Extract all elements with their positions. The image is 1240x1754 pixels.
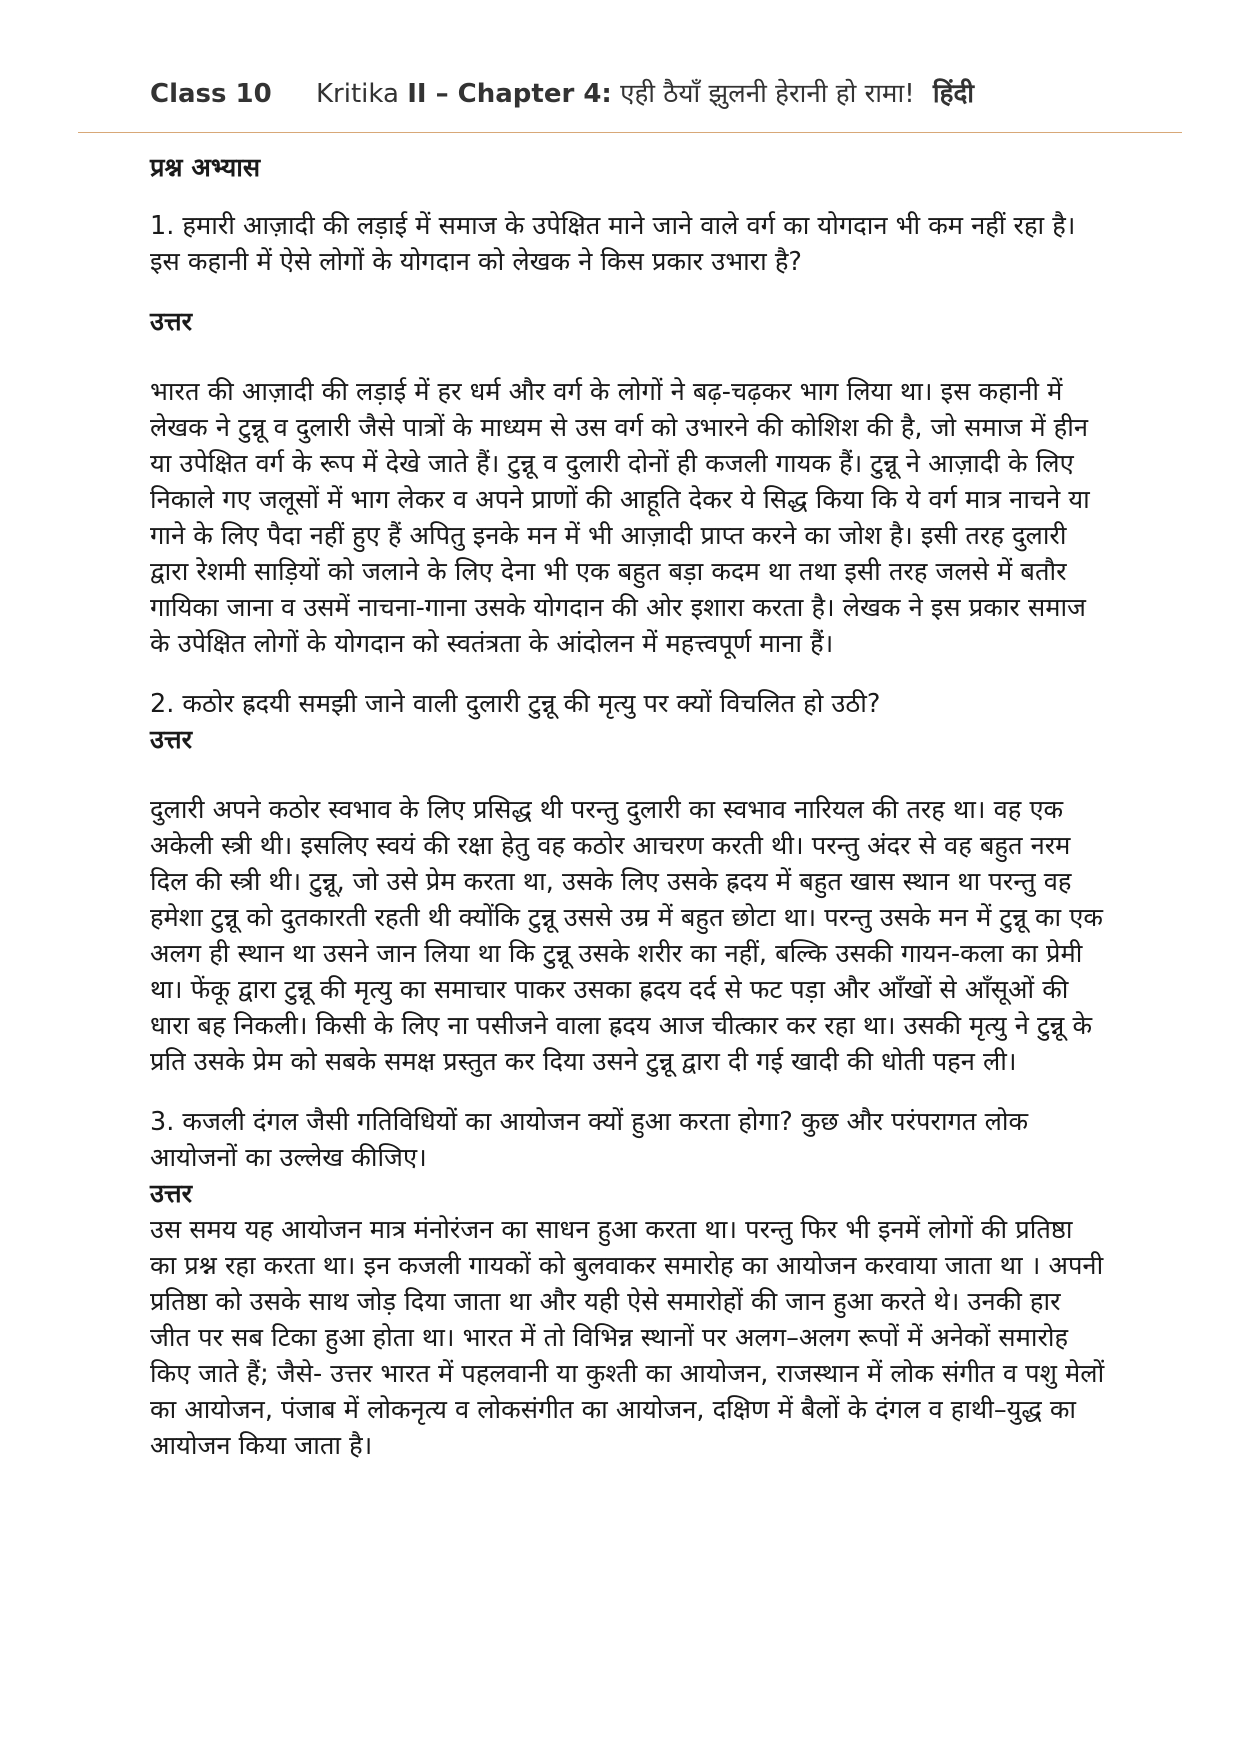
question-3: 3. कजली दंगल जैसी गतिविधियों का आयोजन क्यों हुआ करता होगा? कुछ और परंपरागत लोक आयोजनों का उल्लेख कीजिए। [150,1107,1029,1173]
book-name: Kritika [316,79,399,109]
page-header [150,74,1170,110]
answer-label-2: उत्तर [150,725,193,755]
question-1: 1. हमारी आज़ादी की लड़ाई में समाज के उपेक्षित माने जाने वाले वर्ग का योगदान भी कम नहीं रहा है। इस कहानी में ऐसे लोगों के योगदान को लेखक ने किस प्रकार उभारा है? [150,211,1076,277]
class-label: Class 10 [150,79,272,109]
chapter-number: II – Chapter 4: [407,79,612,109]
chapter-title: एही ठैयाँ झुलनी हेरानी हो रामा! [620,79,915,109]
subject-label: हिंदी [932,79,974,109]
page-content [150,150,1105,1464]
answer-label-3: उत्तर [150,1179,193,1209]
header-divider [78,132,1182,133]
question-2: 2. कठोर ह्रदयी समझी जाने वाली दुलारी टुन्नू की मृत्यु पर क्यों विचलित हो उठी? [150,689,881,719]
section-title: प्रश्न अभ्यास [150,153,261,183]
answer-2: दुलारी अपने कठोर स्वभाव के लिए प्रसिद्ध थी परन्तु दुलारी का स्वभाव नारियल की तरह था। वह एक अकेली स्त्री थी। इसलिए स्वयं की रक्षा हेतु वह कठोर आचरण करती थी। परन्तु अंदर से वह बहुत नरम दिल की स्त्री थी। टुन्नू, जो उसे प्रेम करता था, उसके लिए उसके ह्रदय में बहुत खास स्थान था परन्तु वह हमेशा टुन्नू को दुतकारती रहती थी क्योंकि टुन्नू उससे उम्र में बहुत छोटा था। परन्तु उसके मन में टुन्नू का एक अलग ही स्थान था उसने जान लिया था कि टुन्नू उसके शरीर का नहीं, बल्कि उसकी गायन-कला का प्रेमी था। फेंकू द्वारा टुन्नू की मृत्यु का समाचार पाकर उसका ह्रदय दर्द से फट पड़ा और आँखों से आँसूओं की धारा बह निकली। किसी के लिए ना पसीजने वाला ह्रदय आज चीत्कार कर रहा था। उसकी मृत्यु ने टुन्नू के प्रति उसके प्रेम को सबके समक्ष प्रस्तुत कर दिया उसने टुन्नू द्वारा दी गई खादी की धोती पहन ली। [150,795,1103,1077]
answer-1: भारत की आज़ादी की लड़ाई में हर धर्म और वर्ग के लोगों ने बढ़-चढ़कर भाग लिया था। इस कहानी में लेखक ने टुन्नू व दुलारी जैसे पात्रों के माध्यम से उस वर्ग को उभारने की कोशिश की है, जो समाज में हीन या उपेक्षित वर्ग के रूप में देखे जाते हैं। टुन्नू व दुलारी दोनों ही कजली गायक हैं। टुन्नू ने आज़ादी के लिए निकाले गए जलूसों में भाग लेकर व अपने प्राणों की आहूति देकर ये सिद्ध किया कि ये वर्ग मात्र नाचने या गाने के लिए पैदा नहीं हुए हैं अपितु इनके मन में भी आज़ादी प्राप्त करने का जोश है। इसी तरह दुलारी द्वारा रेशमी साड़ियों को जलाने के लिए देना भी एक बहुत बड़ा कदम था तथा इसी तरह जलसे में बतौर गायिका जाना व उसमें नाचना-गाना उसके योगदान की ओर इशारा करता है। लेखक ने इस प्रकार समाज के उपेक्षित लोगों के योगदान को स्वतंत्रता के आंदोलन में महत्त्वपूर्ण माना हैं। [150,377,1090,659]
answer-3: उस समय यह आयोजन मात्र मंनोरंजन का साधन हुआ करता था। परन्तु फिर भी इनमें लोगों की प्रतिष्ठा का प्रश्न रहा करता था। इन कजली गायकों को बुलवाकर समारोह का आयोजन करवाया जाता था । अपनी प्रतिष्ठा को उसके साथ जोड़ दिया जाता था और यही ऐसे समारोहों की जान हुआ करते थे। उनकी हार जीत पर सब टिका हुआ होता था। भारत में तो विभिन्न स्थानों पर अलग–अलग रूपों में अनेकों समारोह किए जाते हैं; जैसे- उत्तर भारत में पहलवानी या कुश्ती का आयोजन, राजस्थान में लोक संगीत व पशु मेलों का आयोजन, पंजाब में लोकनृत्य व लोकसंगीत का आयोजन, दक्षिण में बैलों के दंगल व हाथी–युद्ध का आयोजन किया जाता है। [150,1215,1105,1461]
answer-label-1: उत्तर [150,307,193,337]
